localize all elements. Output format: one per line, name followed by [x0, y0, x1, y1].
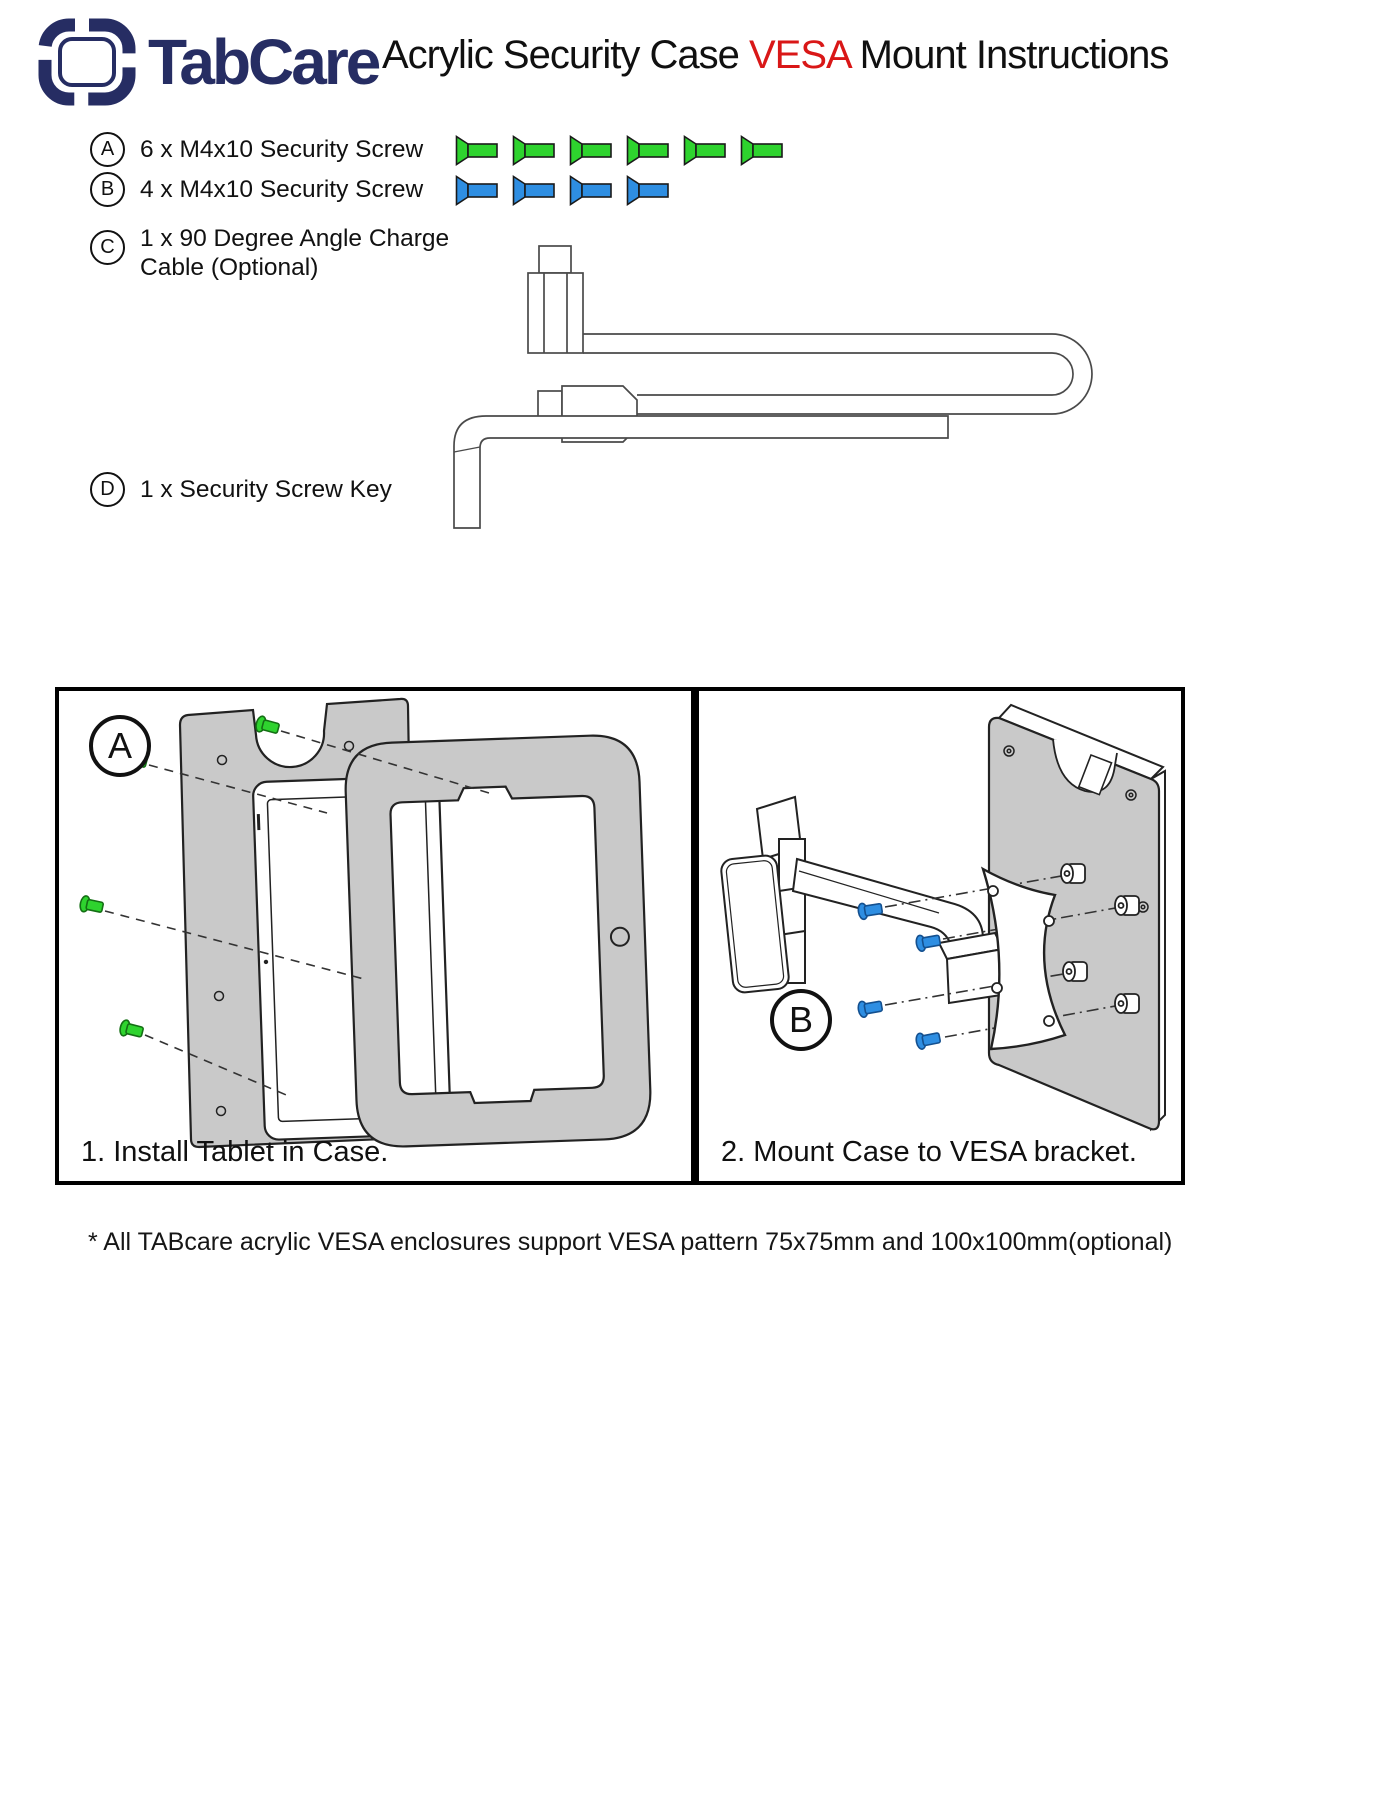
part-row-b [90, 172, 423, 207]
step1-illustration [59, 691, 691, 1181]
part-label-c [140, 224, 449, 282]
right-angle-connector [528, 246, 583, 353]
part-label-d: 1 x Security Screw Key [140, 476, 392, 503]
vesa-arm-assembly [720, 797, 1003, 1003]
green-screw-icon [626, 135, 670, 166]
step2-panel [695, 687, 1185, 1185]
part-label-c-line2: Cable (Optional) [140, 254, 319, 281]
part-letter-d: D [90, 472, 125, 507]
part-label-c-line1: 1 x 90 Degree Angle Charge [140, 225, 450, 252]
title-vesa-highlight: VESA [748, 33, 850, 77]
brand-name: TabCare [148, 26, 379, 98]
blue-screw-icon [512, 175, 556, 206]
green-screw-icon [740, 135, 784, 166]
blue-screws-row [455, 175, 670, 206]
step1-panel [55, 687, 695, 1185]
brand-logo [36, 18, 378, 106]
part-row-c [90, 224, 449, 282]
green-screw-icon [569, 135, 613, 166]
case-front-frame [344, 734, 652, 1148]
step1-badge: A [89, 715, 151, 777]
step2-caption: 2. Mount Case to VESA bracket. [721, 1136, 1137, 1168]
part-letter-c: C [90, 230, 125, 265]
green-screw-icon [455, 135, 499, 166]
page-title [382, 33, 1168, 78]
green-screw-icon [512, 135, 556, 166]
part-label-a: 6 x M4x10 Security Screw [140, 136, 424, 163]
step2-badge: B [770, 989, 832, 1051]
green-screw-icon [683, 135, 727, 166]
part-row-d [90, 472, 392, 507]
title-segment: Acrylic Security Case [382, 33, 749, 77]
tabcare-logo-icon [36, 18, 138, 106]
part-letter-a: A [90, 132, 125, 167]
part-row-a [90, 132, 423, 167]
blue-screw-icon [569, 175, 613, 206]
hex-key-outline [454, 416, 948, 528]
blue-screw-icon [626, 175, 670, 206]
step2-illustration [699, 691, 1181, 1181]
green-screws-row [455, 135, 784, 166]
step1-caption: 1. Install Tablet in Case. [81, 1136, 389, 1168]
part-label-b: 4 x M4x10 Security Screw [140, 176, 424, 203]
vesa-pattern-note: * All TABcare acrylic VESA enclosures support VESA pattern 75x75mm and 100x100mm(optional) [88, 1228, 1173, 1256]
security-key-diagram [440, 400, 1120, 540]
part-letter-b: B [90, 172, 125, 207]
title-segment: Mount Instructions [849, 33, 1169, 77]
blue-screw-icon [455, 175, 499, 206]
